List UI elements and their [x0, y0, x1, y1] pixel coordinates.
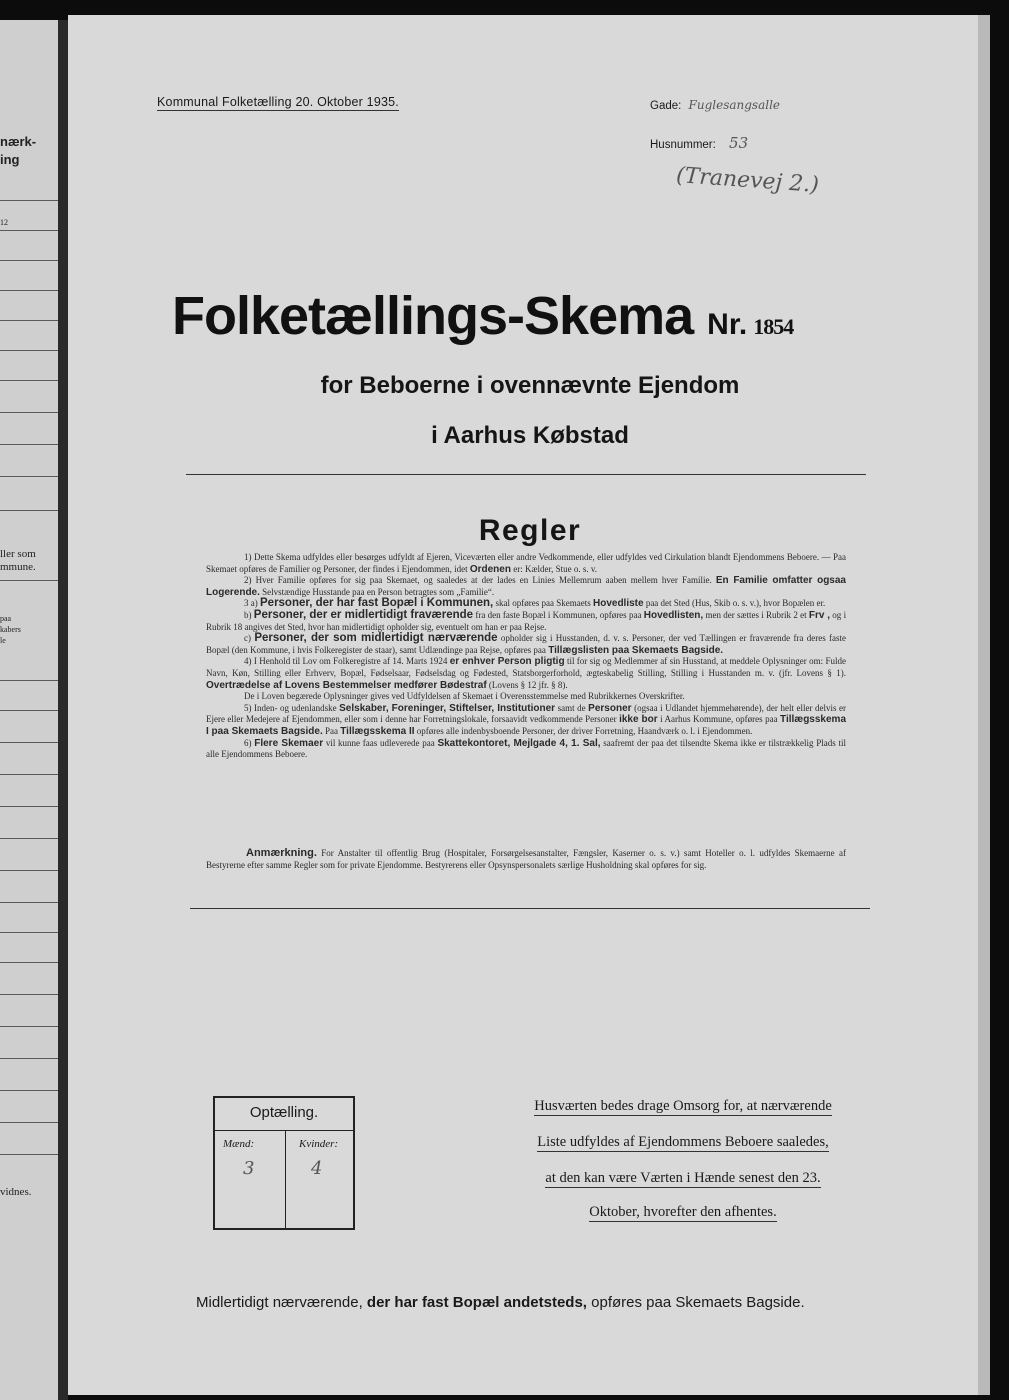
notice-line: at den kan være Værten i Hænde senest den 23.	[545, 1170, 821, 1186]
rule-5: 5) Inden- og udenlandske Selskaber, Foreninger, Stiftelser, Institutioner samt de Personer (ogsaa i Udlandet hjemmehørende), der helt eller delvis er Ejere eller Medejere af Ejendommen, eller som i denne har Forretningslokale, forsaavidt vedkommende Personer ikke bor i Aarhus Kommune, opføres paa Tillægsskema I paa Skemaets Bagside. Paa Tillægsskema II opføres alle indenbysboende Personer, der driver Forretning, Haandværk o. l. i Ejendommen.	[206, 702, 847, 737]
rules-text	[206, 552, 846, 761]
book-gutter	[58, 20, 68, 1400]
previous-page-strip	[0, 20, 58, 1400]
prev-text: 12	[0, 218, 8, 227]
nr-value: 1854	[753, 314, 794, 339]
anmaerkning-label: Anmærkning.	[246, 847, 317, 859]
rule-4: 4) I Henhold til Lov om Folkeregistre af 14. Marts 1924 er enhver Person pligtig til for sig og Medlemmer af sin Husstand, at meddele Oplysninger om: Fulde Navn, Køn, Stilling eller Erhverv, Bopæl, Fødselsaar, Fødselsdag og Fødested, Statsborgerforhold, ægteskabelig Stilling, Stilling i Husstanden m. v. (jfr. Lovens § 1). Overtrædelse af Lovens Bestemmelser medfører Bødestraf (Lovens § 12 jfr. § 8).	[206, 656, 847, 691]
husnummer-value: 53	[729, 134, 749, 152]
rule-2: 2) Hver Familie opføres for sig paa Skemaet, og saaledes at der lades en Linies Mellemrum aaben mellem hver Familie. En Familie omfatter ogsaa Logerende. Selvstændige Husstande paa en Person betragtes som „Familie“.	[206, 575, 846, 598]
footer-note: Midlertidigt nærværende, der har fast Bopæl andetsteds, opføres paa Skemaets Bagside.	[196, 1294, 805, 1311]
prev-text: ing	[0, 152, 20, 167]
gade-value: Fuglesangsalle	[688, 98, 781, 112]
optaelling-box	[213, 1096, 355, 1230]
page-edge	[978, 15, 990, 1395]
optaelling-title: Optælling.	[249, 1104, 319, 1121]
maend-value: 3	[243, 1158, 255, 1179]
kvinder-value: 4	[311, 1158, 323, 1179]
kvinder-label: Kvinder:	[299, 1138, 339, 1150]
title-main: Folketællings-Skema	[172, 286, 694, 346]
prev-text: kabers	[0, 625, 21, 634]
regler-heading: Regler	[478, 514, 582, 547]
prev-text: ller som	[0, 548, 36, 560]
divider	[190, 908, 870, 909]
rule-3b: b) Personer, der er midlertidigt fraværende fra den faste Bopæl i Kommunen, opføres paa Hovedlisten, men der sættes i Rubrik 2 et Frv , og i Rubrik 18 angives det Sted, hvor han midlertidigt opholder sig, eventuelt om han er paa Rejse.	[206, 608, 847, 632]
page-title	[172, 285, 793, 347]
rule-6: 6) Flere Skemaer vil kunne faas udleverede paa Skattekontoret, Mejlgade 4, 1. Sal, saafremt der paa det tilsendte Skema ikke er tilstrækkelig Plads til alle Ejendommens Beboere.	[206, 737, 847, 760]
anmaerkning	[206, 848, 846, 871]
rule-1: 1) Dette Skema udfyldes eller besørges udfyldt af Ejeren, Viceværten eller andre Vedkommende, eller udfyldes ved Cirkulation blandt Ejendommens Beboere. — Paa Skemaet opføres de Familier og Personer, der findes i Ejendommen, idet Ordenen er: Kælder, Stue o. s. v.	[206, 552, 846, 575]
prev-text: paa	[0, 614, 12, 623]
prev-text: mmune.	[0, 561, 36, 573]
subtitle-line1: for Beboerne i ovennævnte Ejendom	[320, 372, 740, 399]
maend-label: Mænd:	[223, 1138, 255, 1150]
gade-label: Gade:	[650, 100, 682, 112]
anmaerkning-text: For Anstalter til offentlig Brug (Hospitaler, Forsørgelsesanstalter, Fængsler, Kaserner o. s. v.) samt Hoteller o. l. udfyldes Skemaerne af Bestyrerne efter samme Regler som for private Ejendomme. Bestyrerens eller Opsynspersonalets særlige Husholdning skal opføres for sig.	[206, 848, 847, 870]
notice-line: Oktober, hvorefter den afhentes.	[589, 1204, 777, 1220]
gade-field	[650, 98, 780, 112]
husnummer-label: Husnummer:	[650, 139, 716, 151]
notice-line: Husværten bedes drage Omsorg for, at nærværende	[534, 1098, 832, 1114]
prev-text: le	[0, 636, 6, 645]
prev-text: vidnes.	[0, 1186, 32, 1198]
husnummer-field	[650, 134, 748, 152]
rule-3a: 3 a) Personer, der har fast Bopæl i Kommunen, skal opføres paa Skemaets Hovedliste paa det Sted (Hus, Skib o. s. v.), hvor Bopælen er.	[244, 597, 826, 610]
rule-4b: De i Loven begærede Oplysninger gives ved Udfyldelsen af Skemaet i Overensstemmelse med Rubrikkernes Overskrifter.	[244, 691, 685, 702]
rule-3c: c) Personer, der som midlertidigt nærværende opholder sig i Husstanden, d. v. s. Personer, der ved Tællingen er fraværende fra deres faste Bopæl (den Kommune, i hvis Folkeregister de staar), samt Udlændinge paa Rejse, opføres paa Tillægslisten paa Skemaets Bagside.	[206, 632, 847, 656]
notice-line: Liste udfyldes af Ejendommens Beboere saaledes,	[537, 1134, 829, 1150]
prev-text: nærk-	[0, 134, 37, 149]
census-header: Kommunal Folketælling 20. Oktober 1935.	[157, 95, 399, 109]
handwritten-note: (Tranevej 2.)	[675, 163, 820, 198]
divider	[186, 474, 866, 475]
nr-label: Nr.	[707, 308, 748, 341]
subtitle-line2: i Aarhus Købstad	[431, 422, 629, 449]
